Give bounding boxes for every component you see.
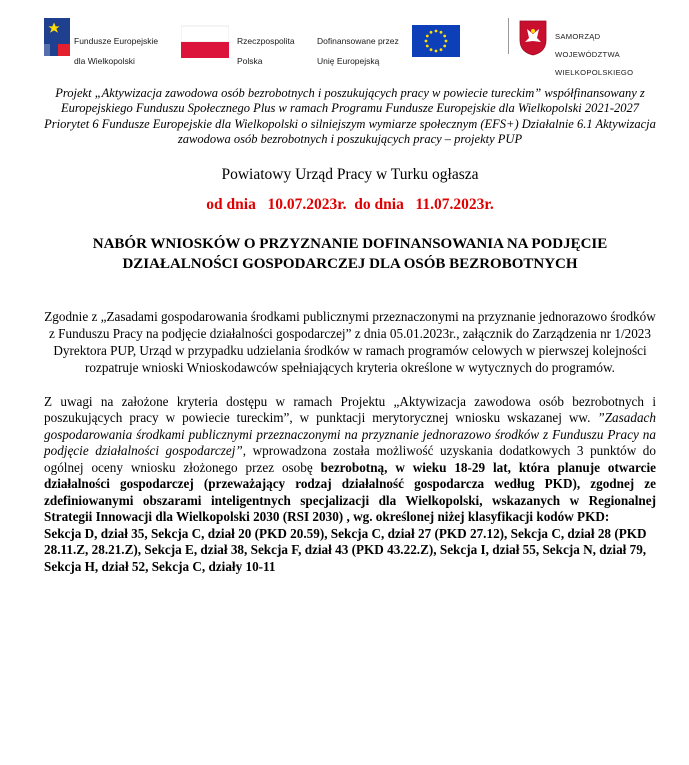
eu-text-1: Dofinansowane przez xyxy=(317,36,399,46)
document-body xyxy=(44,86,656,575)
project-description: Projekt „Aktywizacja zawodowa osób bezrobotnych i poszukujących pracy w powiecie tureckim” współfinansowany z Europejskiego Funduszu Społecznego Plus w ramach Programu Fundusze Europejskie dla Wielkopolski 2021-2027 Priorytet 6 Fundusze Europejskie dla Wielkopolski o silniejszym wymiarze społecznym (EFS+) Działalnie 6.1 Aktywizacja zawodowa osób bezrobotnych i poszukujących pracy – projekty PUP xyxy=(44,86,656,147)
eu-flag-icon xyxy=(412,19,460,63)
polish-flag-icon xyxy=(181,20,229,64)
sw-text-3: WIELKOPOLSKIEGO xyxy=(555,68,634,77)
fe-logo-text xyxy=(74,26,158,66)
pkd-sector-list: Sekcja D, dział 35, Sekcja C, dział 20 (PKD 20.59), Sekcja C, dział 27 (PKD 27.12), Sekcja C, dział 28 (PKD 28.11.Z, 28.21.Z), Sekcja E, dział 38, Sekcja F, dział 43 (PKD 43.22.Z), Sekcja I, dział 55, Sekcja N, dział 79, Sekcja H, dział 52, Sekcja C, działy 10-11 xyxy=(44,525,647,574)
eu-logo-text xyxy=(317,26,399,66)
wielkopolska-coat-of-arms-icon xyxy=(519,16,547,60)
document-title: NABÓR WNIOSKÓW O PRZYZNANIE DOFINANSOWANIA NA PODJĘCIE DZIAŁALNOŚCI GOSPODARCZEJ DLA OSÓB BEZROBOTNYCH xyxy=(92,235,608,272)
rp-logo-text xyxy=(237,26,295,66)
rp-text-2: Polska xyxy=(237,56,263,66)
sw-logo-text xyxy=(555,23,633,77)
announcement-heading: Powiatowy Urząd Pracy w Turku ogłasza xyxy=(221,165,479,183)
fe-text-2: dla Wielkopolski xyxy=(74,56,135,66)
fe-text-1: Fundusze Europejskie xyxy=(74,36,159,46)
criteria-intro: Z uwagi na założone kryteria dostępu w ramach Projektu „Aktywizacja zawodowa osób bezrobotnych i poszukujących pracy w powiecie tureckim”, w punktacji merytorycznej wniosku wskazanej ww. xyxy=(44,393,656,426)
date-range: od dnia 10.07.2023r. do dnia 11.07.2023r. xyxy=(206,195,494,213)
rp-text-1: Rzeczpospolita xyxy=(237,36,295,46)
paragraph-rules: Zgodnie z „Zasadami gospodarowania środkami publicznymi przeznaczonymi na przyznanie jednorazowo środków z Funduszu Pracy na podjęcie działalności gospodarczej” z dnia 05.01.2023r., załącznik do Zarządzenia nr 1/2023 Dyrektora PUP, Urząd w przypadku udzielania środków w ramach programów celowych w pierwszej kolejności rozpatruje wnioski Wnioskodawców spełniających kryteria określone w wytycznych do programów. xyxy=(44,308,656,375)
logo-divider xyxy=(508,18,509,54)
fundusze-europejskie-logo xyxy=(44,15,70,59)
criteria-points: , wprowadzona została możliwość uzyskania dodatkowych 3 punktów do ogólnej oceny wniosku złożonego przez osobę xyxy=(44,443,656,475)
logo-bar xyxy=(0,0,689,77)
criteria-rules-title: ”Zasadach gospodarowania środkami publicznymi przeznaczonymi na przyznanie jednorazowo środków z Funduszu Pracy na podjęcie działalności gospodarczej” xyxy=(44,410,656,459)
eu-text-2: Unię Europejską xyxy=(317,56,380,66)
sw-text-2: WOJEWÓDZTWA xyxy=(555,50,621,59)
paragraph-criteria xyxy=(44,394,656,526)
sw-text-1: SAMORZĄD xyxy=(555,32,601,41)
criteria-eligibility: bezrobotną, w wieku 18-29 lat, która planuje otwarcie działalności gospodarczej (przeważający rodzaj działalność gospodarcza według PKD), zgodnej ze zdefiniowanymi obszarami inteligentnych specjalizacji dla Wielkopolski, wskazanych w Regionalnej Strategii Innowacji dla Wielkopolski 2030 (RSI 2030) , wg. określonej niżej klasyfikacji kodów PKD: xyxy=(44,459,656,525)
